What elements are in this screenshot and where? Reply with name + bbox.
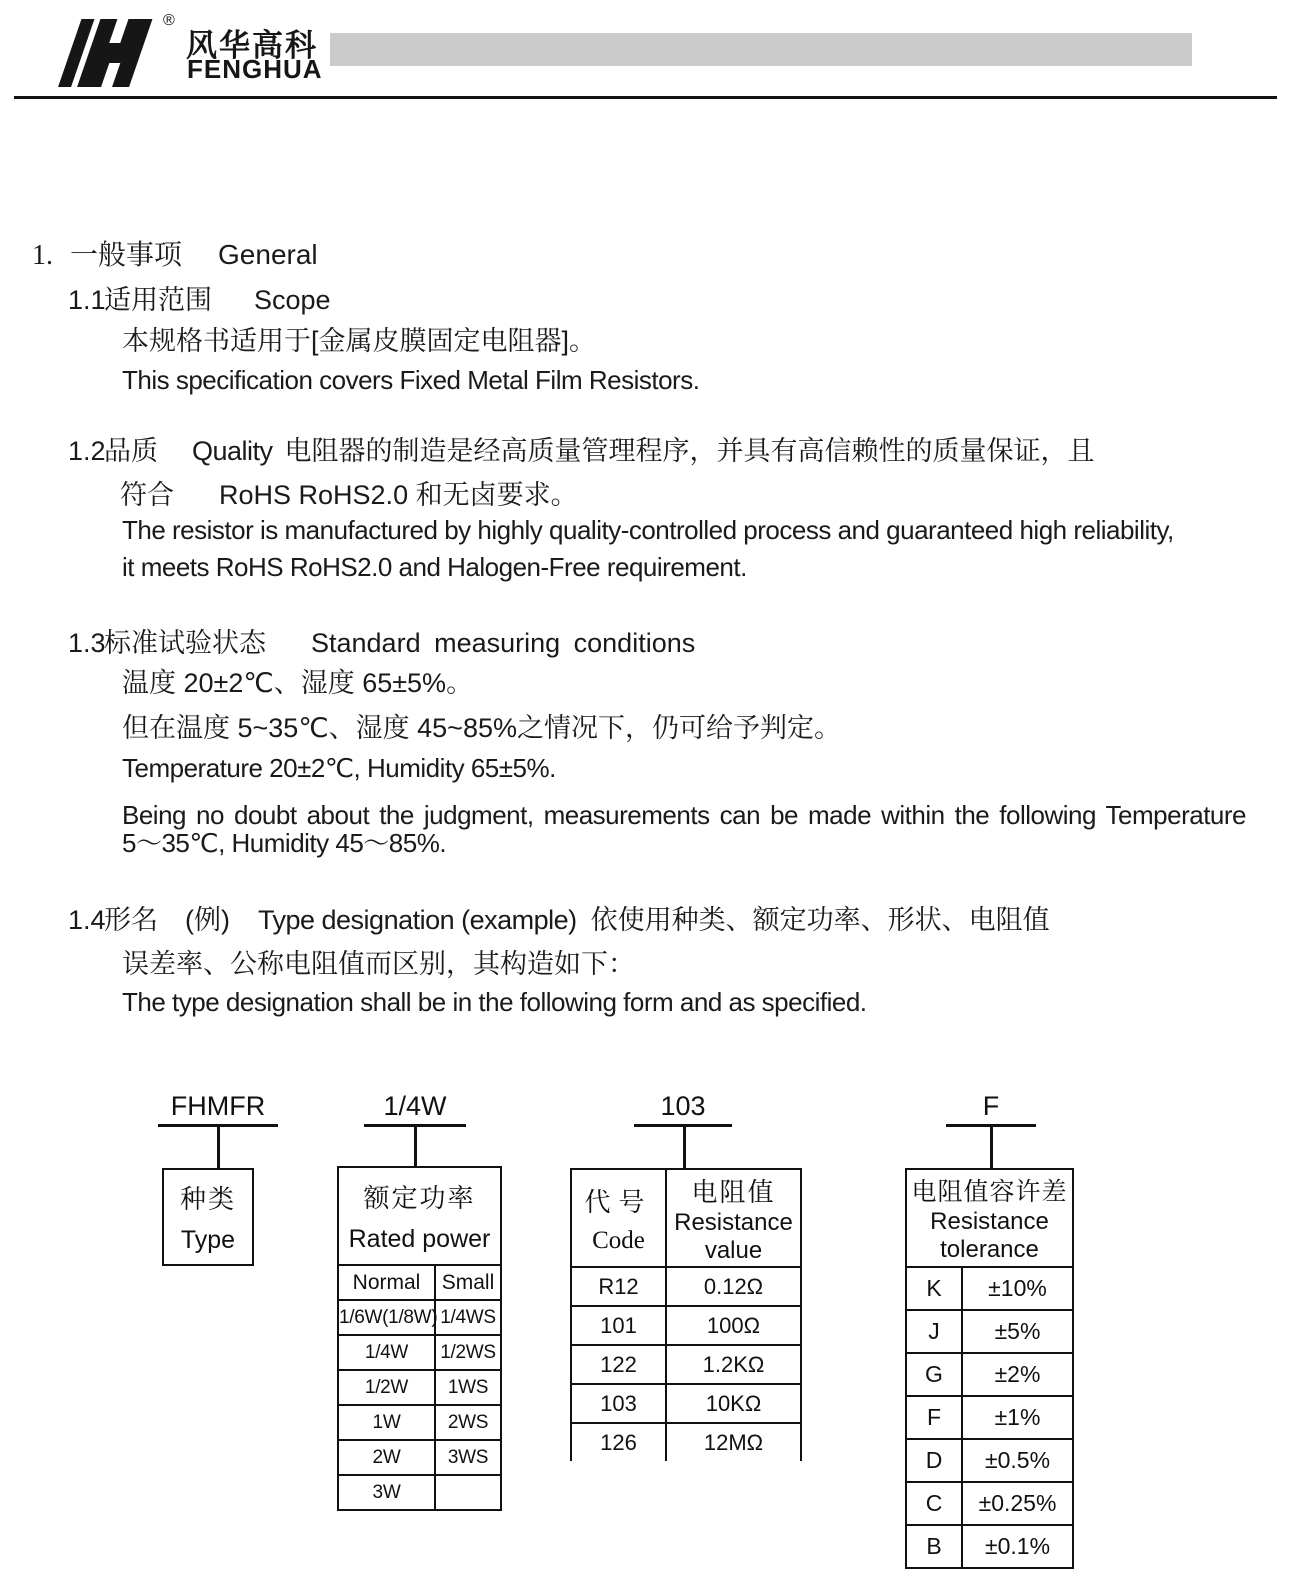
table-cell: D — [906, 1439, 962, 1482]
tolerance-table — [905, 1168, 1074, 1569]
rated-power-table — [337, 1166, 502, 1511]
rated-power-label-en: Rated power — [348, 1225, 491, 1253]
quality-text-cn: 电阻器的制造是经高质量管理程序，并具有高信赖性的质量保证，且 — [284, 436, 1095, 466]
section-title-cn: 适用范围 — [104, 285, 212, 315]
section-number: 1.4 — [68, 905, 106, 935]
table-cell: ±2% — [962, 1353, 1073, 1396]
power-code-label: 1/4W — [364, 1091, 466, 1127]
power-connector-line — [414, 1127, 417, 1168]
table-cell: 1/2WS — [435, 1335, 501, 1370]
section-title-en: Standard measuring conditions — [311, 628, 696, 658]
table-cell: K — [906, 1267, 962, 1310]
conditions-en-2-line-b: 5～35℃, Humidity 45～85%. — [122, 828, 447, 858]
quality-text-rohs: RoHS RoHS2.0 和无卤要求。 — [219, 480, 578, 510]
type-box-label-cn: 种类 — [179, 1184, 236, 1214]
section-1-3-heading — [68, 621, 695, 660]
table-cell: 1/4W — [338, 1335, 435, 1370]
conditions-line-1: 温度 20±2℃、湿度 65±5%。 — [122, 668, 474, 698]
section-title-en: General — [218, 239, 318, 270]
conditions-line-2: 但在温度 5~35℃、湿度 45~85%之情况下，仍可给予判定。 — [122, 713, 841, 743]
scope-body-cn: 本规格书适用于[金属皮膜固定电阻器]。 — [122, 326, 597, 356]
table-cell: C — [906, 1482, 962, 1525]
table-row — [571, 1306, 801, 1345]
resistance-value-header-en-1: Resistance — [674, 1208, 793, 1236]
type-code-label: FHMFR — [158, 1091, 278, 1127]
designation-line-2: 误差率、公称电阻值而区别，其构造如下： — [122, 949, 635, 979]
table-cell: F — [906, 1396, 962, 1439]
resistance-value-header-cn: 电阻值 — [691, 1176, 776, 1207]
quality-body-en-2: it meets RoHS RoHS2.0 and Halogen-Free requirement. — [122, 552, 747, 582]
conditions-body-en-2 — [122, 801, 1246, 857]
code-header — [571, 1169, 666, 1267]
designation-body-en: The type designation shall be in the following form and as specified. — [122, 987, 867, 1017]
table-cell: R12 — [571, 1267, 666, 1306]
tolerance-label-en-1: Resistance — [930, 1208, 1049, 1235]
section-1-heading — [32, 233, 318, 273]
table-cell: 1/6W(1/8W) — [338, 1300, 435, 1335]
tolerance-connector-line — [990, 1127, 993, 1168]
table-cell: B — [906, 1525, 962, 1568]
table-row — [338, 1405, 501, 1440]
quality-body-en-1: The resistor is manufactured by highly quality-controlled process and guaranteed high reliability, — [122, 515, 1174, 545]
scope-body-en: This specification covers Fixed Metal Film Resistors. — [122, 365, 700, 395]
tolerance-header — [906, 1169, 1073, 1267]
table-cell: ±5% — [962, 1310, 1073, 1353]
table-cell: J — [906, 1310, 962, 1353]
type-box — [162, 1168, 254, 1266]
rated-power-label-cn: 额定功率 — [363, 1183, 476, 1213]
section-1-1-heading — [68, 278, 331, 317]
resistance-connector-line — [683, 1127, 686, 1168]
section-title-en: Type designation (example) — [257, 905, 577, 935]
section-number: 1.2 — [68, 436, 106, 466]
table-row — [906, 1310, 1073, 1353]
section-number: 1.1 — [68, 285, 106, 315]
header-divider — [14, 96, 1277, 99]
quality-text-cn: 符合 — [120, 480, 174, 510]
table-row — [906, 1525, 1073, 1568]
quality-line-1 — [68, 429, 1095, 468]
code-header-en: Code — [592, 1226, 645, 1254]
table-cell: 100Ω — [666, 1306, 801, 1345]
table-row — [338, 1440, 501, 1475]
conditions-en-2-line-a: Being no doubt about the judgment, measurements can be made within the following Temperature — [122, 800, 1246, 830]
table-row — [338, 1475, 501, 1510]
table-cell: G — [906, 1353, 962, 1396]
table-row — [906, 1396, 1073, 1439]
resistance-value-header-en-2: value — [704, 1236, 763, 1264]
table-row — [571, 1345, 801, 1384]
table-cell: 12MΩ — [666, 1423, 801, 1461]
table-row — [571, 1267, 801, 1306]
section-title-en: Scope — [254, 285, 331, 315]
tolerance-label-en-2: tolerance — [940, 1236, 1039, 1263]
section-title-cn: 标准试验状态 — [104, 628, 266, 658]
section-title-cn: 一般事项 — [70, 239, 183, 270]
table-cell: 2W — [338, 1440, 435, 1475]
table-cell: 1W — [338, 1405, 435, 1440]
table-row — [906, 1267, 1073, 1310]
conditions-body-en-1: Temperature 20±2℃, Humidity 65±5%. — [122, 753, 556, 783]
table-cell — [435, 1475, 501, 1510]
type-connector-line — [217, 1127, 220, 1168]
rated-power-header — [338, 1167, 501, 1265]
header-gray-bar — [330, 33, 1192, 66]
table-cell: ±0.1% — [962, 1525, 1073, 1568]
table-row — [906, 1353, 1073, 1396]
table-cell: 3WS — [435, 1440, 501, 1475]
section-number: 1. — [32, 240, 53, 271]
quality-line-2 — [120, 473, 578, 512]
table-row — [338, 1300, 501, 1335]
table-cell: ±10% — [962, 1267, 1073, 1310]
section-title-en: Quality — [192, 436, 273, 466]
table-row — [571, 1384, 801, 1423]
table-cell: ±1% — [962, 1396, 1073, 1439]
designation-text-cn: 依使用种类、额定功率、形状、电阻值 — [590, 905, 1050, 935]
table-row — [906, 1482, 1073, 1525]
logo-company-name-cn: 风华高科 — [186, 28, 318, 63]
table-cell: 101 — [571, 1306, 666, 1345]
table-cell: 1/2W — [338, 1370, 435, 1405]
table-cell: 1.2KΩ — [666, 1345, 801, 1384]
section-number: 1.3 — [68, 628, 106, 658]
column-header: Small — [435, 1265, 501, 1300]
table-cell: 3W — [338, 1475, 435, 1510]
table-cell: 126 — [571, 1423, 666, 1461]
resistance-code-table — [570, 1168, 802, 1461]
table-cell: 122 — [571, 1345, 666, 1384]
registered-trademark-icon: ® — [163, 12, 175, 29]
table-row — [338, 1335, 501, 1370]
resistance-value-header — [666, 1169, 801, 1267]
resistance-code-label: 103 — [634, 1091, 732, 1127]
table-row — [906, 1439, 1073, 1482]
table-cell: 0.12Ω — [666, 1267, 801, 1306]
column-header: Normal — [338, 1265, 435, 1300]
table-cell: ±0.5% — [962, 1439, 1073, 1482]
section-title-cn: 品质 — [104, 436, 158, 466]
table-cell: 1/4WS — [435, 1300, 501, 1335]
table-cell: 10KΩ — [666, 1384, 801, 1423]
table-cell: 2WS — [435, 1405, 501, 1440]
tolerance-label-cn: 电阻值容许差 — [911, 1178, 1068, 1206]
table-row — [571, 1423, 801, 1461]
type-box-label-en: Type — [180, 1226, 236, 1254]
table-row — [338, 1370, 501, 1405]
code-header-cn: 代号 — [584, 1186, 653, 1217]
table-cell: ±0.25% — [962, 1482, 1073, 1525]
table-cell: 103 — [571, 1384, 666, 1423]
fenghua-logo-icon — [58, 16, 163, 90]
logo-company-name-en: FENGHUA — [187, 54, 323, 84]
section-1-4-heading — [68, 898, 1050, 937]
tolerance-code-label: F — [946, 1091, 1036, 1127]
section-title-cn: 形名 (例) — [104, 905, 230, 935]
table-cell: 1WS — [435, 1370, 501, 1405]
